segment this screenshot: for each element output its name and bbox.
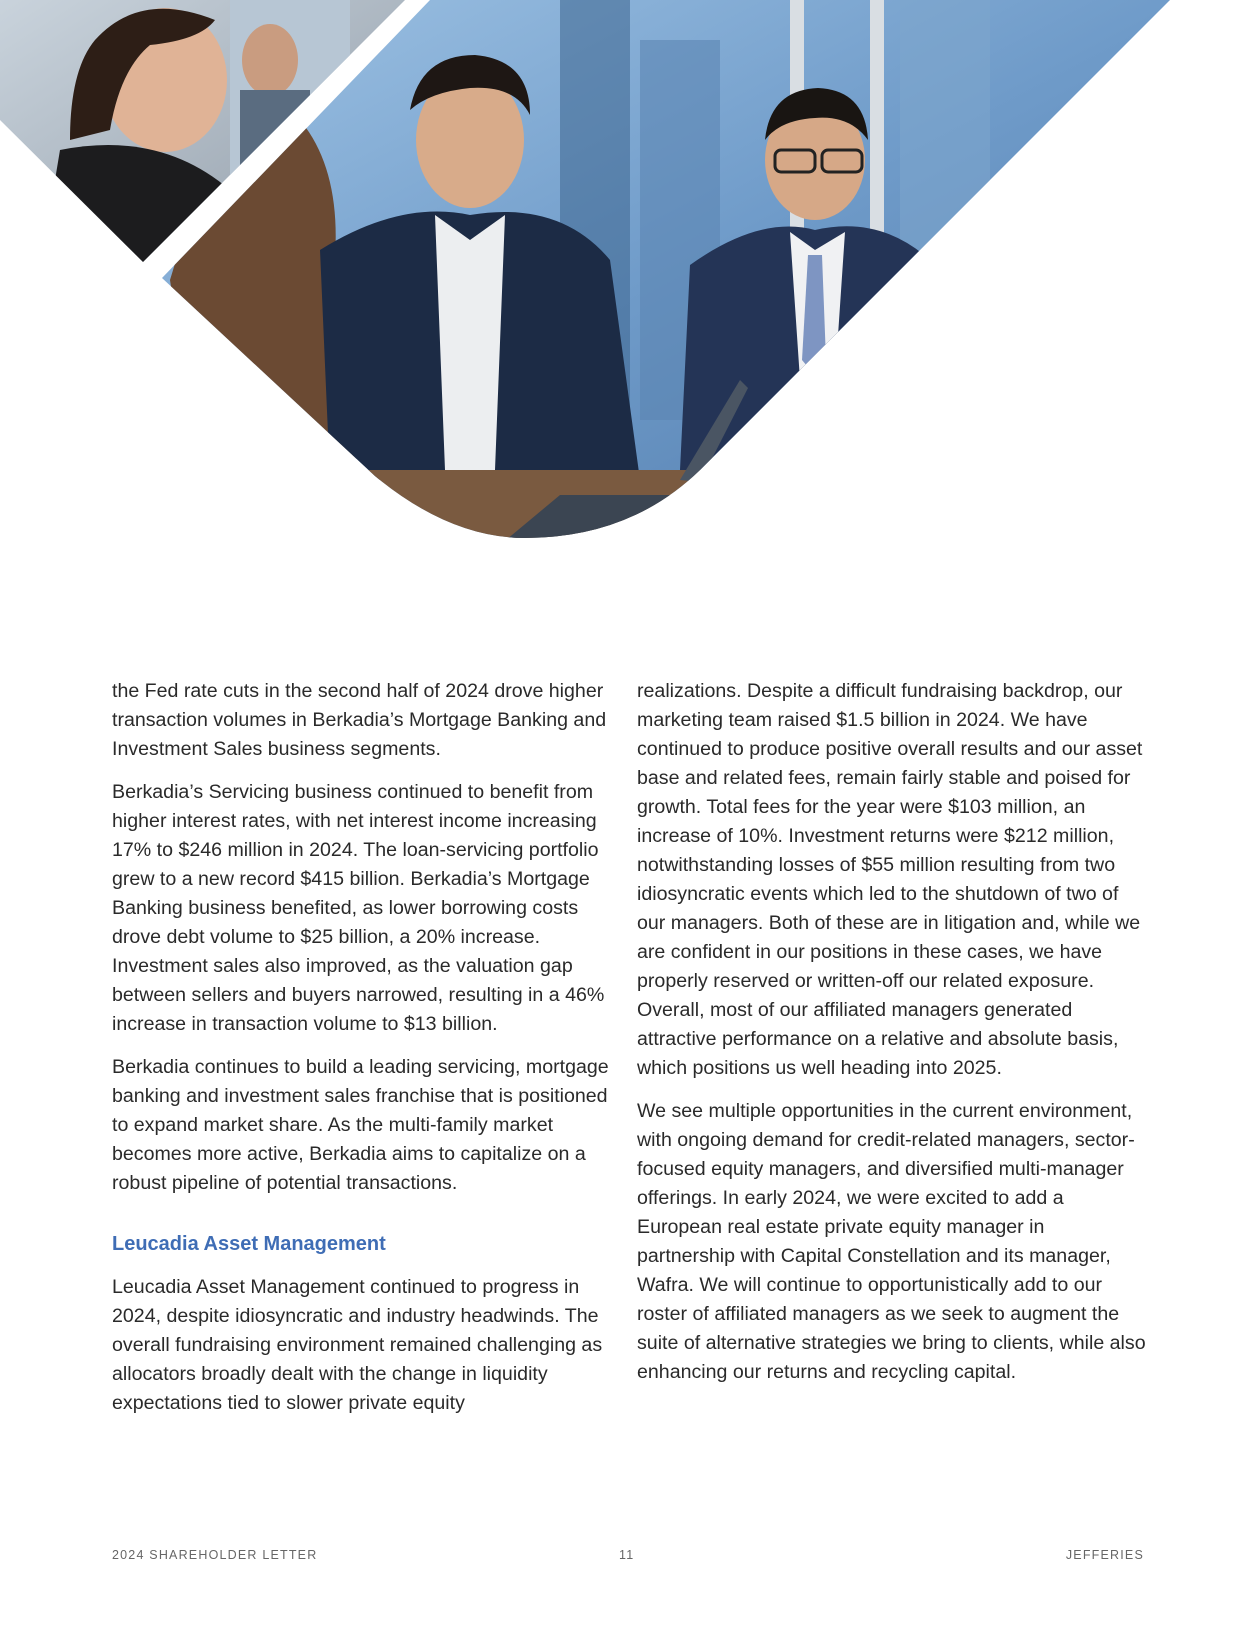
paragraph-leucadia-opportunities: We see multiple opportunities in the current environment, with ongoing demand for credit-related managers, sector-focused equity managers, and diversified multi-manager offerings. In early 2024, we were excited to add a European real estate private equity manager in partnership with Capital Constellation and its manager, Wafra. We will continue to opportunistically add to our roster of affiliated managers as we seek to augment the suite of alternative strategies we bring to clients, while also enhancing our returns and recycling capital. bbox=[637, 1100, 1146, 1383]
left-column bbox=[112, 677, 612, 1432]
footer-company-name: JEFFERIES bbox=[1065, 1548, 1144, 1562]
paragraph-berkadia-franchise: Berkadia continues to build a leading servicing, mortgage banking and investment sales franchise that is positioned to expand market share. As the multi-family market becomes more active, Berkadia aims to capitalize on a robust pipeline of potential transactions. bbox=[112, 1056, 609, 1194]
section-heading-leucadia: Leucadia Asset Management bbox=[112, 1233, 386, 1255]
footer-document-title: 2024 SHAREHOLDER LETTER bbox=[112, 1548, 318, 1562]
hero-photo bbox=[0, 0, 1256, 560]
paragraph-berkadia-servicing: Berkadia’s Servicing business continued to benefit from higher interest rates, with net interest income increasing 17% to $246 million in 2024. The loan-servicing portfolio grew to a new record $415 billion. Berkadia’s Mortgage Banking business benefited, as lower borrowing costs drove debt volume to $25 billion, a 20% increase. Investment sales also improved, as the valuation gap between sellers and buyers narrowed, resulting in a 46% increase in transaction volume to $13 billion. bbox=[112, 781, 605, 1035]
paragraph-berkadia-transactions: the Fed rate cuts in the second half of 2024 drove higher transaction volumes in Berkadia’s Mortgage Banking and Investment Sales business segments. bbox=[112, 680, 607, 760]
footer-page-number: 11 bbox=[619, 1548, 635, 1562]
paragraph-leucadia-results: realizations. Despite a difficult fundraising backdrop, our marketing team raised $1.5 billion in 2024. We have continued to produce positive overall results and our asset base and related fees, remain fairly stable and poised for growth. Total fees for the year were $103 million, an increase of 10%. Investment returns were $212 million, notwithstanding losses of $55 million resulting from two idiosyncratic events which led to the shutdown of two of our managers. Both of these are in litigation and, while we are confident in our positions in these cases, we have properly reserved or written-off our related exposure. Overall, most of our affiliated managers generated attractive performance on a relative and absolute basis, which positions us well heading into 2025. bbox=[637, 680, 1143, 1079]
paragraph-leucadia-intro: Leucadia Asset Management continued to progress in 2024, despite idiosyncratic and industry headwinds. The overall fundraising environment remained challenging as allocators broadly dealt with the change in liquidity expectations tied to slower private equity bbox=[112, 1276, 603, 1414]
right-column bbox=[637, 677, 1147, 1401]
